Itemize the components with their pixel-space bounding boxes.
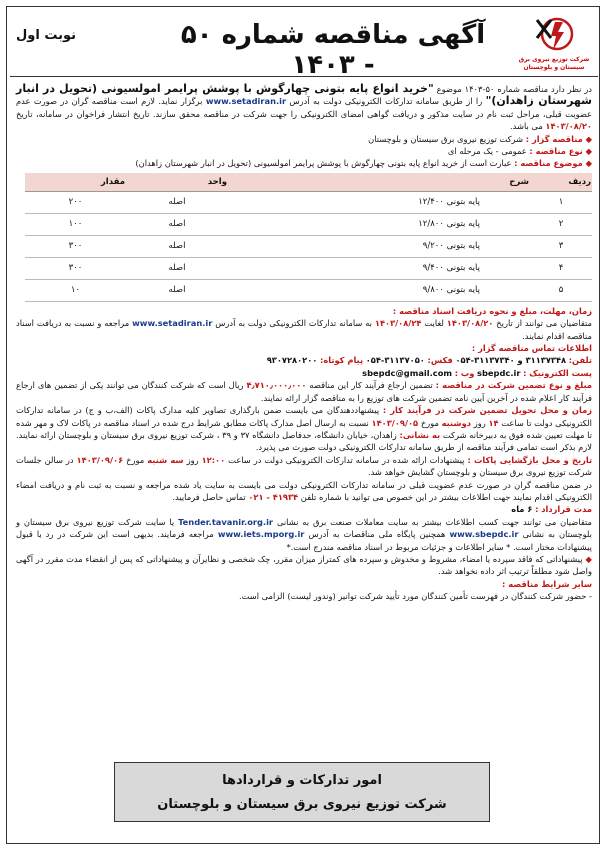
employer-line: ◆ مناقصه گزار : شرکت توزیع نیروی برق سیستان و بلوچستان <box>368 133 592 144</box>
table-cell: ۳۰۰ <box>25 257 126 279</box>
publish-date: ۱۴۰۳/۰۸/۲۰ <box>545 121 592 132</box>
email-value[interactable]: sbepdc.ir <box>477 367 521 378</box>
logo-line-2: سیستان و بلوچستان <box>523 64 585 71</box>
docs-text: متقاضیان می توانند از تاریخ <box>496 318 592 329</box>
phone-value: ۳۱۱۳۷۳۴۸ و ۳۱۱۳۷۳۴۰-۰۵۴ <box>455 355 567 366</box>
submission-text: روز <box>473 417 486 428</box>
table-cell: پایه بتونی ۹/۴۰۰ <box>228 257 530 279</box>
employer-value: شرکت توزیع نیروی برق سیستان و بلوچستان <box>368 133 524 144</box>
web-label: وب : <box>454 367 475 378</box>
type-value: عمومی - یک مرحله ای <box>447 146 527 157</box>
type-label: نوع مناقصه : <box>529 146 583 157</box>
table-cell: ۲ <box>530 213 592 235</box>
table-cell: ۱۰۰ <box>25 213 126 235</box>
help-paragraph <box>16 479 592 504</box>
items-table <box>25 173 592 302</box>
submission-text: زاهدان، خیابان دانشگاه، حدفاصل دانشگاه ۳۷ و ۳۹ ، شرکت توزیع نیروی برق سیستان و بلوچستان ارائه نمایند. لازم بذکر است تمامی فرآیند مناقصه از طریق سامانه تدارکات الکترونیکی دولت صورت می پذیرد. <box>16 429 592 453</box>
info-text: همچنین پایگاه ملی مناقصات به آدرس <box>308 529 446 540</box>
logo-line-1: شرکت توزیع نیروی برق <box>518 56 590 63</box>
notice-header <box>10 10 598 80</box>
table-cell: ۳ <box>530 235 592 257</box>
intro-paragraph <box>16 83 592 133</box>
submission-day: دوشنبه <box>441 417 471 428</box>
sms-value: ۹۳۰۷۲۸۰۲۰۰ <box>266 355 318 366</box>
table-cell: پایه بتونی ۱۲/۸۰۰ <box>228 213 530 235</box>
help-text: در ضمن مناقصه گران در صورت عدم عضویت قبلی در سامانه تدارکات الکترونیکی دولت می بایست به سایت یاد شده مراجعه و نسبت به ثبت نام و دریافت امضاء الکترونیکی اقدام نمایند جهت اطلاعات بیشتر در این خصوص می توانید با شماره تلفن <box>16 479 592 502</box>
guarantee-text: تضمین ارجاع فرآیند کار این مناقصه <box>309 380 433 391</box>
info-text: مراجعه فرمایند. بدیهی است این شرکت در رد یا قبول پیشنهادات مختار است. * سایر اطلاعات و جزئیات مربوط در اسناد مناقصه مندرج است.* <box>16 529 592 552</box>
intro-subject: "خرید انواع پایه بتونی چهارگوش با پوشش پرایمر امولسیونی (تحویل در انبار شهرستان زاهدان)" <box>16 82 592 108</box>
footer-line-1: امور تدارکات و قراردادها <box>222 773 382 788</box>
help-phone: ۴۱۹۳۴ - ۰۲۱ <box>248 491 299 502</box>
info-paragraph-2: ◆ پیشنهاداتی که فاقد سپرده یا امضاء، مشروط و مخدوش و سپرده های کمتراز میزان مقرر، چک شخصی و نظایرآن و پیشنهاداتی که پس از انقضاء مدت مقرر در آگهی واصل شود مطلقاً ترتیب اثر داده نخواهد شد. <box>16 553 592 577</box>
contract-value: ۶ ماه <box>511 504 533 515</box>
intro-text: می باشد. <box>510 121 543 132</box>
guarantee-amount: ۴٫۷۱۰٫۰۰۰٫۰۰۰ <box>246 380 307 391</box>
opening-text: در سالن جلسات شرکت توزیع نیروی برق سیستان و بلوچستان گشایش خواهد شد. <box>16 454 592 478</box>
section-label: مبلغ و نوع تضمین شرکت در مناقصه : <box>435 380 593 391</box>
column-header: شرح <box>228 173 530 192</box>
info-text: متقاضیان می توانند جهت کسب اطلاعات بیشتر به سایت معاملات صنعت برق به نشانی <box>276 516 593 527</box>
contact-web <box>16 367 592 379</box>
email-label: پست الکترونیک : <box>523 367 592 378</box>
info-text: پیشنهاداتی که فاقد سپرده یا امضاء، مشروط و مخدوش و سپرده های کمتراز میزان مقرر، چک شخصی و نظایرآن و پیشنهاداتی که پس از انقضاء مدت مقرر در آگهی واصل شود مطلقاً ترتیب اثر داده نخواهد شد. <box>16 553 592 577</box>
phone-label: تلفن: <box>568 355 592 366</box>
submission-text: پیشنهاددهندگان می بایست ضمن بارگذاری تصاویر کلیه مدارک پاکات (الف،ب و ج) در سامانه تدارکات الکترونیکی دولت تا ساعت <box>16 405 592 428</box>
table-cell: اصله <box>126 235 228 257</box>
setadiran-link[interactable]: www.setadiran.ir <box>132 318 213 329</box>
guarantee-text: ریال است که شرکت کنندگان می توانند یکی از تضمین های ارجاع فرآیند کار اعلام شده در آخرین آیین نامه تضمین شرکت های توزیع را به مناقصه گزار ارائه نمایند. <box>16 380 592 403</box>
section-label: تاریخ و محل بازگشایی پاکات : <box>467 454 593 465</box>
company-logo <box>514 16 594 72</box>
fax-value: ۳۱۱۳۷۰۵۰-۰۵۴ <box>365 355 425 366</box>
conditions-label <box>16 578 592 590</box>
opening-text: پیشنهادات ارائه شده در سامانه تدارکات الکترونیکی دولت در ساعت <box>228 454 465 465</box>
conditions-value: - حضور شرکت کنندگان در فهرست تأمین کنندگان مورد تأیید شرکت توانیر (وندور لیست) الزامی است. <box>238 591 592 602</box>
docs-label <box>16 305 592 317</box>
contact-phones <box>16 354 592 366</box>
table-cell: اصله <box>126 279 228 301</box>
table-cell: اصله <box>126 191 228 213</box>
section-label: زمان و محل تحویل تضمین شرکت در فرآیند کار : <box>382 405 593 416</box>
table-row <box>25 235 592 257</box>
sbepdc-link[interactable]: www.sbepdc.ir <box>449 529 519 540</box>
docs-text: لغایت <box>424 318 444 329</box>
column-header: واحد <box>126 173 228 192</box>
docs-text: مراجعه و نسبت به دریافت اسناد مناقصه اقدام نمایند. <box>16 318 592 341</box>
notice-body <box>10 77 598 603</box>
submission-paragraph <box>16 404 592 454</box>
section-label: زمان، مهلت، مبلغ و نحوه دریافت اسناد مناقصه : <box>392 305 592 316</box>
footer-line-2: شرکت توزیع نیروی برق سیستان و بلوچستان <box>157 797 447 812</box>
table-cell: پایه بتونی ۱۲/۴۰۰ <box>228 191 530 213</box>
table-cell: ۴ <box>530 257 592 279</box>
help-text: تماس حاصل فرمایید. <box>172 491 246 502</box>
iets-link[interactable]: www.iets.mporg.ir <box>217 529 305 540</box>
section-label: مدت قرارداد : <box>535 504 592 515</box>
opening-paragraph <box>16 454 592 479</box>
table-cell: ۲۰۰ <box>25 191 126 213</box>
table-cell: ۳۰۰ <box>25 235 126 257</box>
table-cell: ۵ <box>530 279 592 301</box>
opening-date: ۱۴۰۳/۰۹/۰۶ <box>76 454 124 465</box>
page-title: آگهی مناقصه شماره ۵۰ - ۱۴۰۳ <box>180 20 486 80</box>
subject-label: موضوع مناقصه : <box>514 158 583 169</box>
info-paragraph <box>16 516 592 553</box>
contract-line <box>16 503 592 515</box>
guarantee-paragraph <box>16 379 592 404</box>
opening-text: مورخ <box>126 454 145 465</box>
section-label: اطلاعات تماس مناقصه گزار : <box>471 343 592 354</box>
opening-hour: ۱۲:۰۰ <box>201 454 226 465</box>
submission-hour: ۱۴ <box>488 417 499 428</box>
opening-text: روز <box>186 454 199 465</box>
submission-text: مورخ <box>420 417 439 428</box>
table-row <box>25 191 592 213</box>
fax-label: فکس: <box>427 355 453 366</box>
column-header: ردیف <box>530 173 592 192</box>
employer-label: مناقصه گزار : <box>525 133 583 144</box>
table-row <box>25 257 592 279</box>
lightning-logo-icon <box>531 16 577 56</box>
section-label: سایر شرایط مناقصه : <box>502 578 592 589</box>
table-row <box>25 213 592 235</box>
docs-to-date: ۱۴۰۳/۰۸/۲۴ <box>374 318 422 329</box>
docs-from-date: ۱۴۰۳/۰۸/۲۰ <box>446 318 494 329</box>
subject-line: ◆ موضوع مناقصه : عبارت است از خرید انواع پایه بتونی چهارگوش با پوشش پرایمر امولسیونی (تحویل در انبار شهرستان زاهدان) <box>135 158 592 169</box>
table-cell: پایه بتونی ۹/۲۰۰ <box>228 235 530 257</box>
web-value[interactable]: sbepdc@gmail.com <box>362 367 453 378</box>
submission-date: ۱۴۰۳/۰۹/۰۵ <box>371 417 419 428</box>
round-label: نوبت اول <box>16 28 77 43</box>
notice <box>10 10 598 840</box>
opening-day: سه شنبه <box>147 454 184 465</box>
docs-text: به سامانه تدارکات الکترونیکی دولت به آدرس <box>215 318 372 329</box>
column-header: مقدار <box>25 173 126 192</box>
address-label: به نشانی: <box>399 429 441 440</box>
intro-text: را از طریق سامانه تدارکات الکترونیکی دولت به آدرس <box>289 96 483 107</box>
type-line: ◆ نوع مناقصه : عمومی - یک مرحله ای <box>447 146 592 157</box>
contact-label <box>16 342 592 354</box>
table-cell: اصله <box>126 213 228 235</box>
table-cell: ۱۰ <box>25 279 126 301</box>
table-cell: پایه بتونی ۹/۸۰۰ <box>228 279 530 301</box>
intro-text: در نظر دارد مناقصه شماره ۵۰-۱۴۰۳ موضوع <box>436 84 593 94</box>
docs-paragraph <box>16 317 592 342</box>
subject-value: عبارت است از خرید انواع پایه بتونی چهارگوش با پوشش پرایمر امولسیونی (تحویل در انبار شهرستان زاهدان) <box>135 158 512 169</box>
submission-text: نسبت به ارسال اصل مدارک پاکات مطابق شرایط درج شده در اسناد مناقصه در پاکات لاک و مهر شده تا مهلت تعیین شده فوق به دبیرخانه شرکت <box>16 417 592 440</box>
table-cell: اصله <box>126 257 228 279</box>
table-cell: ۱ <box>530 191 592 213</box>
conditions-text <box>16 590 592 602</box>
signature-box <box>114 762 490 822</box>
info-text: یا سایت شرکت توزیع نیروی برق سیستان و بلوچستان به نشانی <box>16 516 592 540</box>
tavanir-link[interactable]: Tender.tavanir.org.ir <box>178 516 274 527</box>
sms-label: پیام کوتاه: <box>320 355 364 366</box>
intro-text: برگزار نماید. لازم است مناقصه گران در صورت عدم عضویت قبلی، مراحل ثبت نام در سایت مذکور و دریافت گواهی امضای الکترونیکی را جهت شرکت در مناقصه محقق سازند. تاریخ انتشار فراخوان در سامانه، تاریخ <box>16 96 592 119</box>
setadiran-link[interactable]: www.setadiran.ir <box>205 96 287 107</box>
table-header-row <box>25 173 592 192</box>
table-row <box>25 279 592 301</box>
